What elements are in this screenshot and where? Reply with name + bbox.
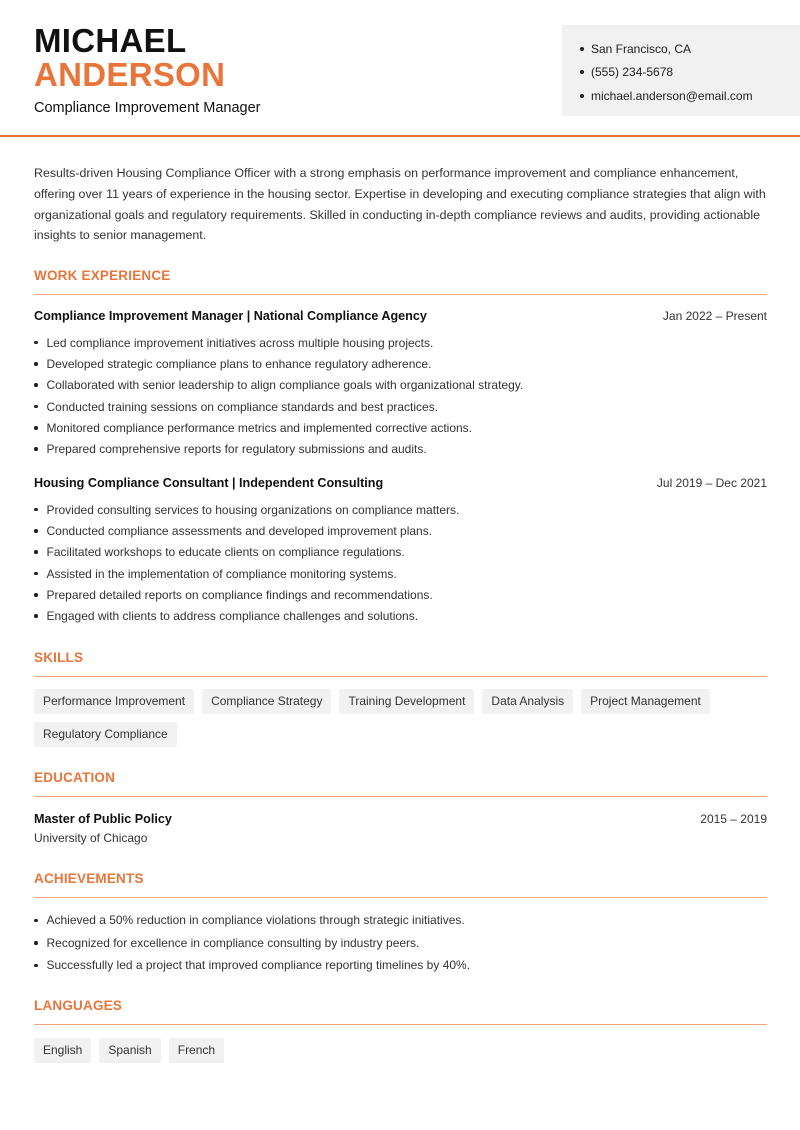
role-dates: Jan 2022 – Present bbox=[662, 309, 767, 323]
bullet-text: Engaged with clients to address compliance challenges and solutions. bbox=[46, 609, 419, 624]
bullet-icon bbox=[34, 550, 38, 554]
bullet-text: Developed strategic compliance plans to enhance regulatory adherence. bbox=[46, 356, 432, 371]
phone-text: (555) 234-5678 bbox=[591, 65, 674, 80]
list-item bbox=[34, 438, 767, 459]
bullet-icon bbox=[34, 383, 38, 387]
section-divider bbox=[34, 897, 767, 898]
bullet-text: Led compliance improvement initiatives across multiple housing projects. bbox=[46, 335, 434, 350]
bullet-icon bbox=[34, 593, 38, 597]
languages-list bbox=[34, 1038, 767, 1063]
skill-tag: Training Development bbox=[339, 689, 474, 714]
job-title: Compliance Improvement Manager bbox=[34, 100, 261, 116]
education-degree: Master of Public Policy bbox=[34, 812, 172, 826]
resume-header bbox=[0, 0, 800, 137]
bullet-text: Monitored compliance performance metrics and implemented corrective actions. bbox=[46, 420, 473, 435]
role-dates: Jul 2019 – Dec 2021 bbox=[656, 476, 767, 490]
bullet-text: Facilitated workshops to educate clients on compliance regulations. bbox=[46, 545, 405, 560]
section-title-skills: SKILLS bbox=[34, 650, 84, 665]
skills-list bbox=[34, 689, 714, 747]
bullet-text: Provided consulting services to housing organizations on compliance matters. bbox=[46, 502, 460, 517]
contact-email bbox=[580, 84, 800, 108]
experience-entry-1-bullets bbox=[34, 332, 767, 460]
bullet-icon bbox=[34, 941, 38, 945]
bullet-text: Recognized for excellence in compliance consulting by industry peers. bbox=[46, 935, 420, 950]
list-item bbox=[34, 954, 767, 977]
section-title-achievements: ACHIEVEMENTS bbox=[34, 871, 144, 886]
contact-box bbox=[562, 25, 800, 116]
list-item bbox=[34, 353, 767, 374]
bullet-text: Prepared detailed reports on compliance findings and recommendations. bbox=[46, 587, 433, 602]
language-tag: English bbox=[34, 1038, 91, 1063]
contact-location bbox=[580, 37, 800, 61]
bullet-icon bbox=[34, 529, 38, 533]
bullet-text: Conducted compliance assessments and developed improvement plans. bbox=[46, 523, 433, 538]
bullet-icon bbox=[34, 508, 38, 512]
role-title: Housing Compliance Consultant | Independent Consulting bbox=[34, 476, 384, 490]
section-divider bbox=[34, 1024, 767, 1025]
list-item bbox=[34, 605, 767, 626]
experience-entry-1-header bbox=[34, 309, 767, 323]
skill-tag: Performance Improvement bbox=[34, 689, 194, 714]
bullet-icon bbox=[34, 426, 38, 430]
list-item bbox=[34, 499, 767, 520]
role-title: Compliance Improvement Manager | National Compliance Agency bbox=[34, 309, 427, 323]
bullet-icon bbox=[580, 94, 584, 98]
list-item bbox=[34, 520, 767, 541]
section-divider bbox=[34, 294, 767, 295]
bullet-icon bbox=[580, 47, 584, 51]
bullet-text: Assisted in the implementation of compliance monitoring systems. bbox=[46, 566, 397, 581]
experience-entry-2-header bbox=[34, 476, 767, 490]
language-tag: French bbox=[169, 1038, 224, 1063]
bullet-text: Successfully led a project that improved compliance reporting timelines by 40%. bbox=[46, 958, 471, 973]
bullet-text: Prepared comprehensive reports for regulatory submissions and audits. bbox=[46, 442, 427, 457]
bullet-icon bbox=[34, 614, 38, 618]
email-text: michael.anderson@email.com bbox=[591, 88, 753, 103]
contact-phone bbox=[580, 61, 800, 85]
bullet-icon bbox=[34, 919, 38, 923]
bullet-icon bbox=[34, 572, 38, 576]
list-item bbox=[34, 909, 767, 932]
section-divider bbox=[34, 676, 767, 677]
last-name: ANDERSON bbox=[34, 56, 226, 93]
location-text: San Francisco, CA bbox=[591, 41, 692, 56]
bullet-icon bbox=[34, 964, 38, 968]
bullet-text: Conducted training sessions on compliance standards and best practices. bbox=[46, 399, 439, 414]
language-tag: Spanish bbox=[99, 1038, 160, 1063]
skill-tag: Project Management bbox=[581, 689, 710, 714]
achievements-list bbox=[34, 909, 767, 977]
list-item bbox=[34, 332, 767, 353]
list-item bbox=[34, 584, 767, 605]
experience-entry-2-bullets bbox=[34, 499, 767, 627]
skill-tag: Regulatory Compliance bbox=[34, 722, 177, 747]
section-title-languages: LANGUAGES bbox=[34, 998, 123, 1013]
bullet-icon bbox=[34, 447, 38, 451]
section-title-work: WORK EXPERIENCE bbox=[34, 268, 171, 283]
list-item bbox=[34, 932, 767, 955]
bullet-text: Collaborated with senior leadership to align compliance goals with organizational strategy. bbox=[46, 378, 524, 393]
bullet-text: Achieved a 50% reduction in compliance violations through strategic initiatives. bbox=[46, 913, 465, 928]
education-school: University of Chicago bbox=[34, 831, 148, 845]
list-item bbox=[34, 542, 767, 563]
section-title-education: EDUCATION bbox=[34, 770, 116, 785]
list-item bbox=[34, 563, 767, 584]
education-dates: 2015 – 2019 bbox=[700, 812, 767, 826]
list-item bbox=[34, 396, 767, 417]
list-item bbox=[34, 375, 767, 396]
section-divider bbox=[34, 796, 767, 797]
bullet-icon bbox=[34, 405, 38, 409]
list-item bbox=[34, 417, 767, 438]
skill-tag: Data Analysis bbox=[482, 689, 573, 714]
summary-paragraph: Results-driven Housing Compliance Officer with a strong emphasis on performance improvement and compliance enhancement, offering over 11 years of experience in the housing sector. Expertise in developing and executing compliance strategies that align with organizational goals and regulatory requirements. Skilled in conducting in-depth compliance reviews and audits, providing actionable insights to senior management. bbox=[34, 166, 766, 243]
bullet-icon bbox=[34, 362, 38, 366]
bullet-icon bbox=[34, 341, 38, 345]
bullet-icon bbox=[580, 70, 584, 74]
skill-tag: Compliance Strategy bbox=[202, 689, 331, 714]
first-name: MICHAEL bbox=[34, 22, 187, 59]
